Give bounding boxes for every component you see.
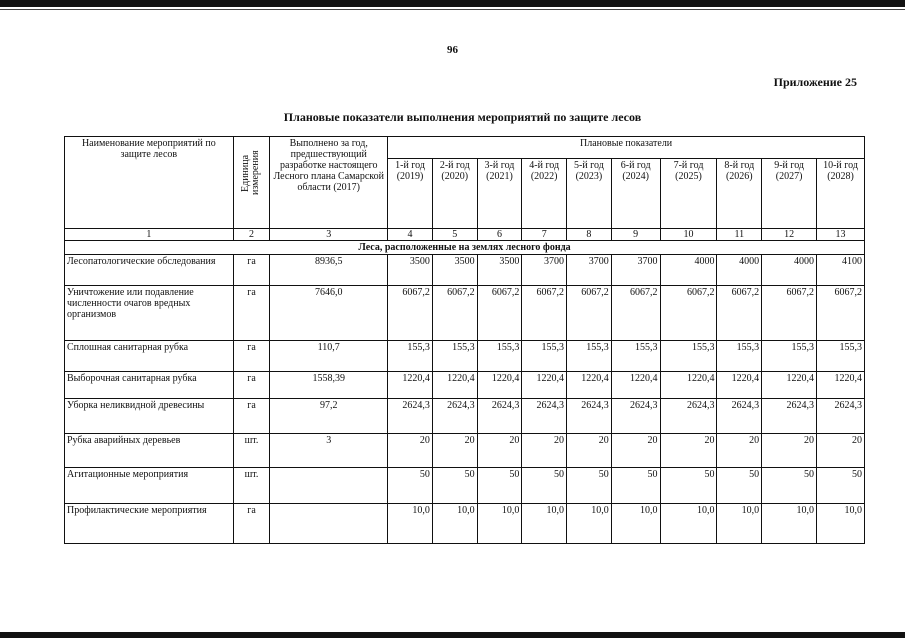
column-number: 5 <box>432 229 477 241</box>
planned-value-cell: 2624,3 <box>477 399 522 434</box>
planned-value-cell: 155,3 <box>567 341 612 372</box>
planned-value-cell: 50 <box>567 468 612 504</box>
previous-year-value-cell: 1558,39 <box>270 372 388 399</box>
planned-value-cell: 6067,2 <box>660 286 717 341</box>
planned-value-cell: 2624,3 <box>762 399 817 434</box>
planned-value-cell: 50 <box>762 468 817 504</box>
planned-value-cell: 2624,3 <box>432 399 477 434</box>
previous-year-value-cell: 110,7 <box>270 341 388 372</box>
planned-value-cell: 10,0 <box>762 504 817 544</box>
previous-year-value-cell: 3 <box>270 434 388 468</box>
column-number: 4 <box>388 229 433 241</box>
planned-value-cell: 6067,2 <box>717 286 762 341</box>
planned-value-cell: 155,3 <box>522 341 567 372</box>
column-number: 3 <box>270 229 388 241</box>
planned-value-cell: 10,0 <box>522 504 567 544</box>
previous-year-value-cell: 97,2 <box>270 399 388 434</box>
unit-cell: га <box>233 504 270 544</box>
header-previous-year: Выполнено за год, предшествующий разработке настоящего Лесного плана Самарской области (2017) <box>270 137 388 229</box>
previous-year-value-cell <box>270 468 388 504</box>
header-year: 10-й год (2028) <box>817 159 865 229</box>
top-border-thin-rule <box>0 9 905 10</box>
planned-value-cell: 20 <box>762 434 817 468</box>
planned-value-cell: 6067,2 <box>762 286 817 341</box>
header-year: 1-й год (2019) <box>388 159 433 229</box>
planned-value-cell: 2624,3 <box>388 399 433 434</box>
section-row <box>65 241 865 255</box>
planned-value-cell: 20 <box>817 434 865 468</box>
column-number: 9 <box>611 229 660 241</box>
activity-name-cell: Профилактические мероприятия <box>65 504 234 544</box>
unit-cell: га <box>233 372 270 399</box>
planned-value-cell: 2624,3 <box>717 399 762 434</box>
activity-name-cell: Уничтожение или подавление численности очагов вредных организмов <box>65 286 234 341</box>
planned-value-cell: 155,3 <box>717 341 762 372</box>
planned-value-cell: 10,0 <box>432 504 477 544</box>
planned-value-cell: 1220,4 <box>762 372 817 399</box>
header-year: 3-й год (2021) <box>477 159 522 229</box>
planned-value-cell: 1220,4 <box>611 372 660 399</box>
table-row <box>65 286 865 341</box>
planned-value-cell: 155,3 <box>762 341 817 372</box>
planned-value-cell: 1220,4 <box>388 372 433 399</box>
header-year: 6-й год (2024) <box>611 159 660 229</box>
planned-value-cell: 10,0 <box>477 504 522 544</box>
planned-value-cell: 6067,2 <box>477 286 522 341</box>
planned-value-cell: 20 <box>611 434 660 468</box>
activity-name-cell: Лесопатологические обследования <box>65 255 234 286</box>
planned-value-cell: 6067,2 <box>388 286 433 341</box>
planned-value-cell: 50 <box>432 468 477 504</box>
planned-value-cell: 3700 <box>567 255 612 286</box>
planned-value-cell: 50 <box>477 468 522 504</box>
column-number: 2 <box>233 229 270 241</box>
planned-value-cell: 6067,2 <box>611 286 660 341</box>
top-border-rule <box>0 0 905 7</box>
planned-value-cell: 1220,4 <box>717 372 762 399</box>
planned-value-cell: 10,0 <box>717 504 762 544</box>
planned-value-cell: 20 <box>477 434 522 468</box>
column-number: 13 <box>817 229 865 241</box>
planned-value-cell: 50 <box>611 468 660 504</box>
planned-value-cell: 2624,3 <box>660 399 717 434</box>
header-year: 2-й год (2020) <box>432 159 477 229</box>
planned-value-cell: 155,3 <box>817 341 865 372</box>
column-number: 12 <box>762 229 817 241</box>
planned-value-cell: 6067,2 <box>817 286 865 341</box>
header-row-top <box>65 137 865 159</box>
planned-value-cell: 4000 <box>762 255 817 286</box>
planned-value-cell: 1220,4 <box>660 372 717 399</box>
unit-cell: га <box>233 399 270 434</box>
table-row <box>65 504 865 544</box>
page-number: 96 <box>447 44 458 56</box>
planned-value-cell: 155,3 <box>388 341 433 372</box>
planned-value-cell: 4100 <box>817 255 865 286</box>
header-year: 7-й год (2025) <box>660 159 717 229</box>
planned-value-cell: 20 <box>567 434 612 468</box>
planned-value-cell: 1220,4 <box>477 372 522 399</box>
planned-value-cell: 6067,2 <box>522 286 567 341</box>
bottom-border-rule <box>0 632 905 638</box>
planned-value-cell: 2624,3 <box>522 399 567 434</box>
planned-value-cell: 3700 <box>611 255 660 286</box>
table-row <box>65 341 865 372</box>
planned-value-cell: 155,3 <box>660 341 717 372</box>
table-row <box>65 399 865 434</box>
planned-value-cell: 1220,4 <box>817 372 865 399</box>
column-number: 6 <box>477 229 522 241</box>
planned-value-cell: 10,0 <box>567 504 612 544</box>
header-unit-text: Единица измерения <box>240 150 262 196</box>
previous-year-value-cell: 8936,5 <box>270 255 388 286</box>
planned-value-cell: 1220,4 <box>432 372 477 399</box>
unit-cell: га <box>233 255 270 286</box>
column-number: 1 <box>65 229 234 241</box>
planned-value-cell: 155,3 <box>477 341 522 372</box>
planned-value-cell: 3700 <box>522 255 567 286</box>
activity-name-cell: Выборочная санитарная рубка <box>65 372 234 399</box>
planned-value-cell: 50 <box>388 468 433 504</box>
planned-value-cell: 1220,4 <box>522 372 567 399</box>
table-row <box>65 372 865 399</box>
column-number-row <box>65 229 865 241</box>
planned-value-cell: 10,0 <box>388 504 433 544</box>
activity-name-cell: Рубка аварийных деревьев <box>65 434 234 468</box>
planned-value-cell: 2624,3 <box>567 399 612 434</box>
unit-cell: шт. <box>233 468 270 504</box>
unit-cell: шт. <box>233 434 270 468</box>
header-year: 8-й год (2026) <box>717 159 762 229</box>
table-row <box>65 434 865 468</box>
header-year: 5-й год (2023) <box>567 159 612 229</box>
column-number: 11 <box>717 229 762 241</box>
planned-value-cell: 3500 <box>432 255 477 286</box>
previous-year-value-cell <box>270 504 388 544</box>
unit-cell: га <box>233 286 270 341</box>
planned-value-cell: 155,3 <box>611 341 660 372</box>
planned-value-cell: 6067,2 <box>567 286 612 341</box>
unit-cell: га <box>233 341 270 372</box>
planned-value-cell: 6067,2 <box>432 286 477 341</box>
planned-value-cell: 50 <box>522 468 567 504</box>
planned-value-cell: 10,0 <box>817 504 865 544</box>
forest-protection-plan-table <box>64 136 865 544</box>
planned-value-cell: 155,3 <box>432 341 477 372</box>
planned-value-cell: 3500 <box>388 255 433 286</box>
table-row <box>65 468 865 504</box>
appendix-label: Приложение 25 <box>773 75 857 89</box>
document-title: Плановые показатели выполнения мероприятий по защите лесов <box>283 110 642 124</box>
activity-name-cell: Сплошная санитарная рубка <box>65 341 234 372</box>
planned-value-cell: 50 <box>817 468 865 504</box>
previous-year-value-cell: 7646,0 <box>270 286 388 341</box>
header-unit <box>233 137 270 229</box>
header-year: 9-й год (2027) <box>762 159 817 229</box>
planned-value-cell: 4000 <box>660 255 717 286</box>
planned-value-cell: 20 <box>388 434 433 468</box>
planned-value-cell: 50 <box>660 468 717 504</box>
column-number: 8 <box>567 229 612 241</box>
planned-value-cell: 4000 <box>717 255 762 286</box>
section-heading: Леса, расположенные на землях лесного фонда <box>65 241 865 255</box>
header-year: 4-й год (2022) <box>522 159 567 229</box>
header-activity-name: Наименование мероприятий по защите лесов <box>65 137 234 229</box>
planned-value-cell: 20 <box>717 434 762 468</box>
table-row <box>65 255 865 286</box>
planned-value-cell: 2624,3 <box>611 399 660 434</box>
planned-value-cell: 20 <box>432 434 477 468</box>
planned-value-cell: 10,0 <box>611 504 660 544</box>
planned-value-cell: 2624,3 <box>817 399 865 434</box>
planned-value-cell: 10,0 <box>660 504 717 544</box>
header-planned-indicators: Плановые показатели <box>388 137 865 159</box>
activity-name-cell: Уборка неликвидной древесины <box>65 399 234 434</box>
planned-value-cell: 1220,4 <box>567 372 612 399</box>
planned-value-cell: 3500 <box>477 255 522 286</box>
planned-value-cell: 20 <box>660 434 717 468</box>
column-number: 7 <box>522 229 567 241</box>
planned-value-cell: 20 <box>522 434 567 468</box>
activity-name-cell: Агитационные мероприятия <box>65 468 234 504</box>
planned-value-cell: 50 <box>717 468 762 504</box>
column-number: 10 <box>660 229 717 241</box>
